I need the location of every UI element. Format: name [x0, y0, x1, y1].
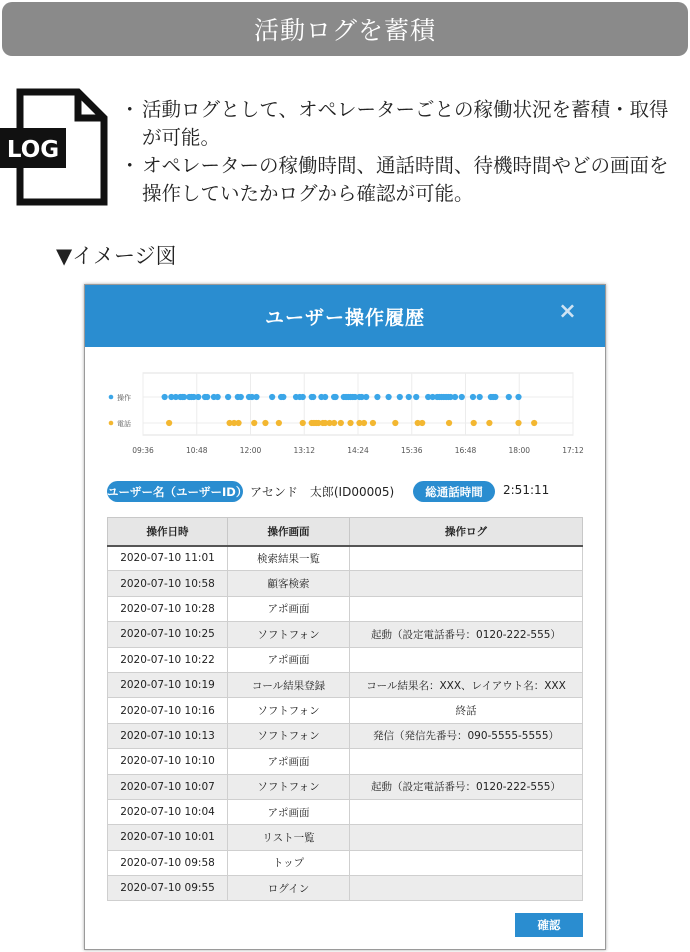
- image-caption: ▼イメージ図: [56, 244, 177, 268]
- call-point: [262, 420, 268, 426]
- call-point: [486, 420, 492, 426]
- log-label: LOG: [6, 137, 60, 163]
- call-point: [419, 420, 425, 426]
- call-point: [392, 420, 398, 426]
- table-header-row: [108, 518, 583, 546]
- cell-datetime: 2020-07-10 10:01: [108, 825, 228, 850]
- cell-log: [350, 596, 583, 621]
- cell-screen: ソフトフォン: [228, 698, 350, 723]
- operation-log-table: [107, 517, 583, 901]
- table-row: [108, 876, 583, 901]
- operation-point: [492, 394, 498, 400]
- call-point: [331, 420, 337, 426]
- legend-dot: [109, 395, 114, 400]
- feature-bullets: [122, 96, 682, 208]
- column-header-log: 操作ログ: [350, 518, 583, 546]
- cell-log: [350, 850, 583, 875]
- timeline-chart: [103, 369, 593, 459]
- cell-screen: ソフトフォン: [228, 723, 350, 748]
- operation-point: [386, 394, 392, 400]
- cell-datetime: 2020-07-10 11:01: [108, 546, 228, 571]
- call-point: [300, 420, 306, 426]
- tick-label: 16:48: [454, 446, 477, 455]
- column-header-screen: 操作画面: [228, 518, 350, 546]
- user-info-row: [107, 481, 587, 503]
- banner-title: 活動ログを蓄積: [253, 16, 436, 45]
- bullet-item: ・ 活動ログとして、オペレーターごとの稼働状況を蓄積・取得が可能。: [122, 96, 682, 152]
- operation-point: [269, 394, 275, 400]
- cell-screen: ログイン: [228, 876, 350, 901]
- total-call-time-pill: 総通話時間: [413, 481, 495, 502]
- cell-screen: アポ画面: [228, 799, 350, 824]
- cell-datetime: 2020-07-10 10:04: [108, 799, 228, 824]
- table-row: [108, 723, 583, 748]
- tick-label: 13:12: [293, 446, 316, 455]
- call-point: [370, 420, 376, 426]
- call-point: [446, 420, 452, 426]
- table-row: [108, 698, 583, 723]
- operation-point: [333, 394, 339, 400]
- total-call-time-value: 2:51:11: [503, 483, 550, 497]
- operation-point: [162, 394, 168, 400]
- confirm-button[interactable]: 確認: [515, 913, 583, 937]
- table-row: [108, 749, 583, 774]
- call-point: [531, 420, 537, 426]
- cell-datetime: 2020-07-10 10:13: [108, 723, 228, 748]
- operation-point: [322, 394, 328, 400]
- cell-datetime: 2020-07-10 10:25: [108, 622, 228, 647]
- legend-label: 操作: [117, 394, 131, 402]
- cell-screen: 検索結果一覧: [228, 546, 350, 571]
- call-point: [276, 420, 282, 426]
- cell-datetime: 2020-07-10 10:10: [108, 749, 228, 774]
- operation-point: [459, 394, 465, 400]
- cell-log: 終話: [350, 698, 583, 723]
- call-point: [515, 420, 521, 426]
- call-point: [338, 420, 344, 426]
- call-point: [347, 420, 353, 426]
- log-file-icon: [0, 88, 110, 206]
- call-point: [166, 420, 172, 426]
- cell-log: [350, 546, 583, 571]
- operation-point: [363, 394, 369, 400]
- cell-log: 発信（発信先番号：090-5555-5555）: [350, 723, 583, 748]
- operation-point: [515, 394, 521, 400]
- operation-point: [253, 394, 259, 400]
- cell-log: [350, 799, 583, 824]
- tick-label: 14:24: [347, 446, 369, 455]
- cell-log: 起動（設定電話番号：0120-222-555）: [350, 622, 583, 647]
- cell-log: [350, 825, 583, 850]
- call-point: [251, 420, 257, 426]
- operation-point: [225, 394, 231, 400]
- tick-label: 10:48: [185, 446, 208, 455]
- tick-label: 15:36: [400, 446, 423, 455]
- cell-datetime: 2020-07-10 10:22: [108, 647, 228, 672]
- operation-point: [470, 394, 476, 400]
- call-point: [471, 420, 477, 426]
- cell-screen: 顧客検索: [228, 571, 350, 596]
- cell-screen: アポ画面: [228, 749, 350, 774]
- tick-label: 12:00: [239, 446, 262, 455]
- cell-log: [350, 647, 583, 672]
- modal-title: ユーザー操作履歴: [264, 306, 425, 329]
- operation-point: [238, 394, 244, 400]
- cell-datetime: 2020-07-10 10:16: [108, 698, 228, 723]
- table-row: [108, 647, 583, 672]
- bullet-item: ・ オペレーターの稼働時間、通話時間、待機時間やどの画面を操作していたかログから確認が可能。: [122, 152, 682, 208]
- tick-label: 18:00: [508, 446, 531, 455]
- operation-point: [413, 394, 419, 400]
- column-header-datetime: 操作日時: [108, 518, 228, 546]
- operation-point: [280, 394, 286, 400]
- operation-point: [300, 394, 306, 400]
- cell-datetime: 2020-07-10 10:07: [108, 774, 228, 799]
- user-name-pill: ユーザー名（ユーザーID）: [107, 481, 243, 502]
- cell-datetime: 2020-07-10 10:58: [108, 571, 228, 596]
- operation-point: [477, 394, 483, 400]
- close-icon[interactable]: ×: [558, 299, 578, 324]
- cell-screen: リスト一覧: [228, 825, 350, 850]
- tick-label: 17:12: [562, 446, 584, 455]
- operation-point: [310, 394, 316, 400]
- legend-label: 電話: [117, 420, 131, 428]
- table-row: [108, 672, 583, 697]
- cell-screen: ソフトフォン: [228, 774, 350, 799]
- cell-log: [350, 571, 583, 596]
- modal-header: [85, 285, 605, 347]
- user-operation-history-modal: [84, 284, 606, 950]
- cell-screen: コール結果登録: [228, 672, 350, 697]
- cell-screen: アポ画面: [228, 596, 350, 621]
- table-row: [108, 596, 583, 621]
- operation-point: [406, 394, 412, 400]
- tick-label: 09:36: [132, 446, 154, 455]
- cell-screen: トップ: [228, 850, 350, 875]
- legend-dot: [109, 421, 114, 426]
- cell-log: 起動（設定電話番号：0120-222-555）: [350, 774, 583, 799]
- user-name-value: アセンド 太郎(ID00005): [250, 485, 395, 499]
- table-row: [108, 799, 583, 824]
- cell-datetime: 2020-07-10 09:58: [108, 850, 228, 875]
- operation-point: [374, 394, 380, 400]
- operation-point: [397, 394, 403, 400]
- call-point: [235, 420, 241, 426]
- operation-point: [204, 394, 210, 400]
- table-row: [108, 571, 583, 596]
- cell-datetime: 2020-07-10 09:55: [108, 876, 228, 901]
- table-row: [108, 850, 583, 875]
- table-row: [108, 774, 583, 799]
- operation-point: [215, 394, 221, 400]
- operation-point: [506, 394, 512, 400]
- section-banner: [2, 2, 688, 56]
- call-point: [361, 420, 367, 426]
- cell-log: [350, 876, 583, 901]
- cell-log: コール結果名：XXX、レイアウト名：XXX: [350, 672, 583, 697]
- operation-point: [452, 394, 458, 400]
- activity-timeline: [103, 369, 593, 459]
- cell-screen: ソフトフォン: [228, 622, 350, 647]
- table-row: [108, 622, 583, 647]
- table-row: [108, 825, 583, 850]
- cell-log: [350, 749, 583, 774]
- cell-screen: アポ画面: [228, 647, 350, 672]
- table-row: [108, 546, 583, 571]
- operation-point: [195, 394, 201, 400]
- cell-datetime: 2020-07-10 10:28: [108, 596, 228, 621]
- cell-datetime: 2020-07-10 10:19: [108, 672, 228, 697]
